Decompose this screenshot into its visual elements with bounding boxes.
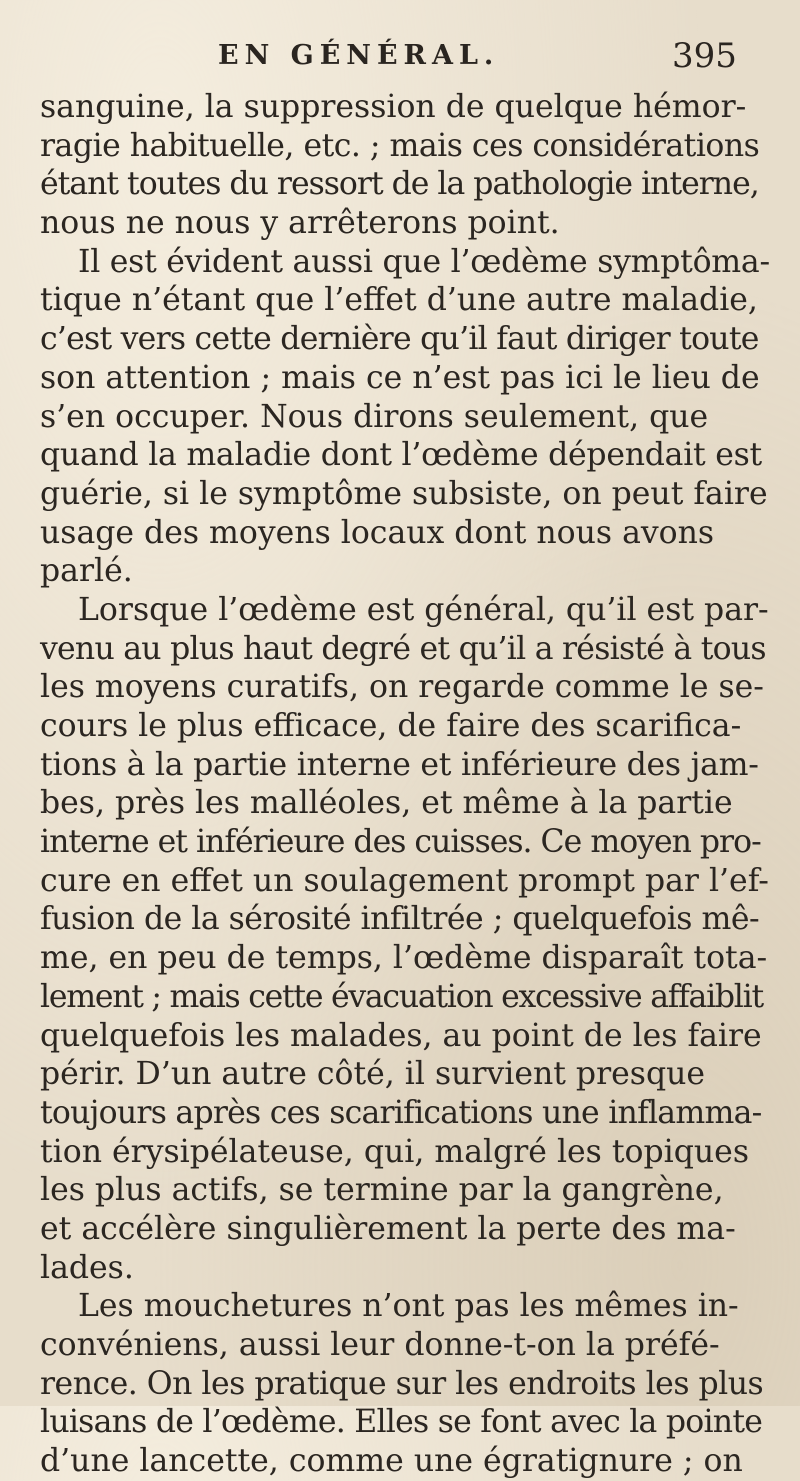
text-line: convéniens, aussi leur donne-t-on la préfé-	[40, 1327, 720, 1363]
text-line: guérie, si le symptôme subsiste, on peut faire	[40, 475, 768, 512]
body-text	[40, 88, 770, 1481]
text-line: Il est évident aussi que l’œdème symptôma-	[78, 243, 770, 280]
text-line: Les mouchetures n’ont pas les mêmes in-	[78, 1288, 739, 1325]
text-line: sanguine, la suppression de quelque hémor-	[40, 89, 747, 125]
text-line: rence. On les pratique sur les endroits les plus	[40, 1365, 764, 1402]
text-line: quelquefois les malades, au point de les faire	[40, 1017, 762, 1054]
text-line: étant toutes du ressort de la pathologie interne,	[40, 166, 759, 203]
text-line: venu au plus haut degré et qu’il a résisté à tous	[40, 630, 766, 667]
text-line: luisans de l’œdème. Elles se font avec la pointe	[40, 1404, 763, 1441]
text-line: cours le plus efficace, de faire des scarifica-	[40, 708, 742, 744]
text-line: s’en occuper. Nous dirons seulement, que	[40, 398, 709, 435]
text-line: tique n’étant que l’effet d’une autre maladie,	[40, 282, 758, 319]
running-title: EN GÉNÉRAL.	[218, 40, 500, 71]
text-line: tions à la partie interne et inférieure des jam-	[40, 746, 759, 783]
text-line: c’est vers cette dernière qu’il faut diriger toute	[40, 321, 759, 358]
page-number: 395	[672, 36, 737, 76]
text-line: fusion de la sérosité infiltrée ; quelquefois mê-	[40, 901, 760, 938]
text-line: bes, près les malléoles, et même à la partie	[40, 785, 733, 822]
text-line: interne et inférieure des cuisses. Ce moyen pro-	[40, 824, 761, 861]
text-line: et accélère singulièrement la perte des ma-	[40, 1210, 736, 1247]
text-line: toujours après ces scarifications une inflamma-	[40, 1094, 762, 1131]
text-line: lement ; mais cette évacuation excessive affaiblit	[40, 978, 763, 1015]
paragraph-3	[40, 591, 770, 1287]
text-line: parlé.	[40, 553, 133, 590]
text-line: périr. D’un autre côté, il survient presque	[40, 1056, 706, 1093]
text-line: me, en peu de temps, l’œdème disparaît tota-	[40, 940, 768, 977]
text-line: nous ne nous y arrêterons point.	[40, 205, 560, 242]
text-line: lades.	[40, 1249, 134, 1286]
text-line: son attention ; mais ce n’est pas ici le lieu de	[40, 359, 760, 396]
text-line: usage des moyens locaux dont nous avons	[40, 514, 715, 551]
paragraph-2	[40, 243, 770, 591]
text-line: Lorsque l’œdème est général, qu’il est par-	[78, 591, 769, 628]
text-line: d’une lancette, comme une égratignure ; on	[40, 1443, 743, 1480]
paragraph-1	[40, 88, 770, 243]
text-line: les moyens curatifs, on regarde comme le se-	[40, 669, 764, 706]
text-line: ragie habituelle, etc. ; mais ces considérations	[40, 127, 760, 164]
text-line: quand la maladie dont l’œdème dépendait est	[40, 437, 762, 474]
text-line: tion érysipélateuse, qui, malgré les topiques	[40, 1133, 749, 1170]
text-line: cure en effet un soulagement prompt par l’ef-	[40, 862, 769, 899]
paragraph-4	[40, 1287, 770, 1480]
text-line: les plus actifs, se termine par la gangrène,	[40, 1172, 724, 1209]
